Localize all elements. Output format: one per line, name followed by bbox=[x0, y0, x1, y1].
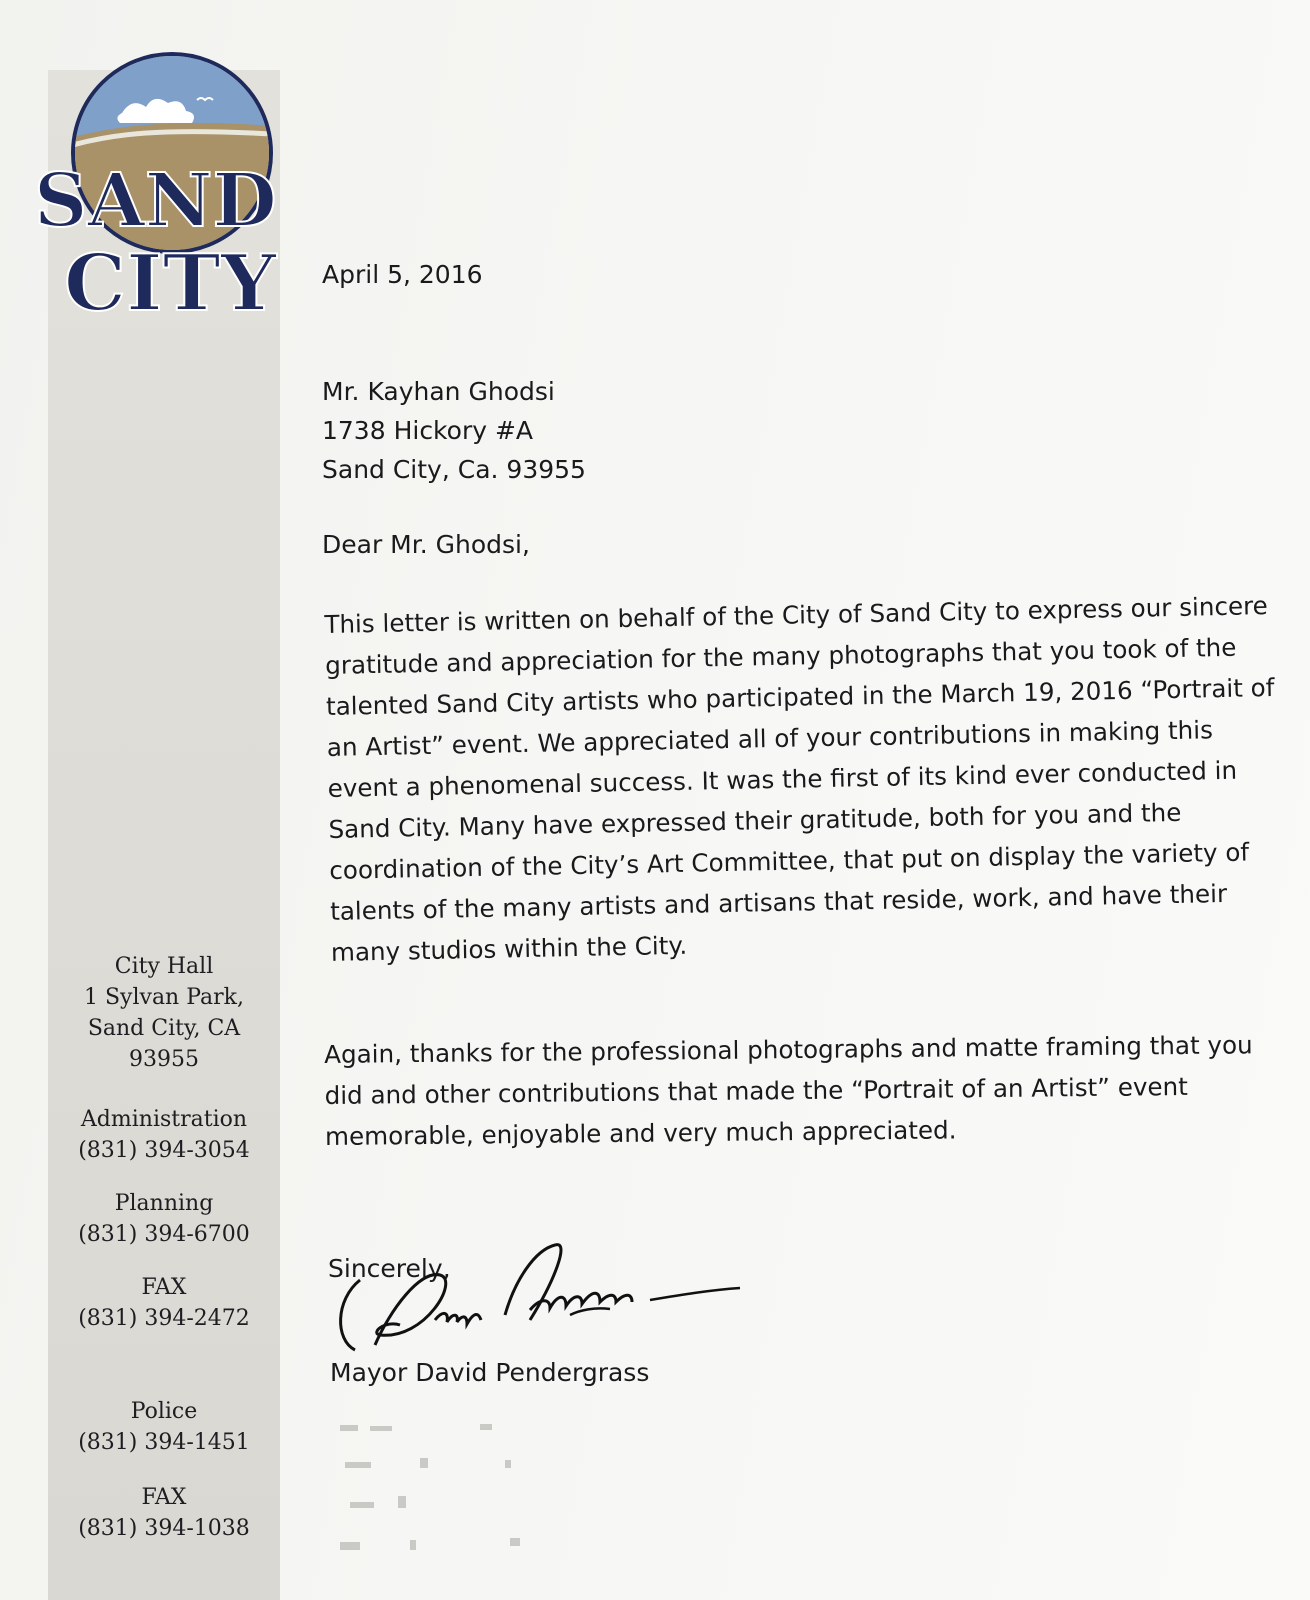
recipient-city: Sand City, Ca. 93955 bbox=[322, 455, 586, 484]
signer-name: Mayor David Pendergrass bbox=[330, 1358, 650, 1387]
contact-fax bbox=[48, 1272, 280, 1334]
city-hall-label: City Hall bbox=[114, 954, 214, 979]
sand-city-logo bbox=[22, 48, 292, 348]
logo-word-city: CITY bbox=[64, 238, 277, 329]
city-hall-city: Sand City, CA bbox=[87, 1016, 241, 1041]
contact-label: Administration bbox=[80, 1107, 248, 1132]
recipient-address bbox=[322, 372, 586, 489]
contact-label: FAX bbox=[141, 1485, 187, 1510]
city-hall-zip: 93955 bbox=[129, 1047, 199, 1072]
contact-phone: (831) 394-1038 bbox=[78, 1516, 250, 1541]
contact-police bbox=[48, 1396, 280, 1458]
handwritten-signature bbox=[330, 1240, 760, 1370]
contact-label: FAX bbox=[141, 1275, 187, 1300]
logo-word-sand: SAND bbox=[34, 158, 277, 244]
recipient-street: 1738 Hickory #A bbox=[322, 416, 534, 445]
contact-police-fax bbox=[48, 1482, 280, 1544]
recipient-name: Mr. Kayhan Ghodsi bbox=[322, 377, 555, 406]
city-hall-address bbox=[48, 951, 280, 1075]
contact-label: Planning bbox=[114, 1191, 214, 1216]
letter-date: April 5, 2016 bbox=[322, 260, 483, 289]
faded-bleedthrough-marks bbox=[330, 1420, 590, 1590]
contact-phone: (831) 394-3054 bbox=[78, 1138, 250, 1163]
closing: Sincerely, bbox=[328, 1254, 451, 1283]
contact-phone: (831) 394-2472 bbox=[78, 1306, 250, 1331]
salutation: Dear Mr. Ghodsi, bbox=[322, 530, 530, 559]
body-paragraph-1: This letter is written on behalf of the City of Sand City to express our sincere gratitude and appreciation for the many photographs that you took of the talented Sand City artists who participated in the March 19, 2016 “Portrait of an Artist” event. We appreciated all of your contributions in making this event a phenomenal success. It was the first of its kind ever conducted in Sand City. Many have expressed their gratitude, both for you and the coordination of the City’s Art Committee, that put on display the variety of talents of the many artists and artisans that reside, work, and have their many studios within the City. bbox=[324, 591, 1275, 967]
contact-phone: (831) 394-1451 bbox=[78, 1430, 250, 1455]
contact-planning bbox=[48, 1188, 280, 1250]
contact-administration bbox=[48, 1104, 280, 1166]
contact-phone: (831) 394-6700 bbox=[78, 1222, 250, 1247]
contact-label: Police bbox=[130, 1399, 198, 1424]
body-paragraph-2: Again, thanks for the professional photographs and matte framing that you did and other contributions that made the “Portrait of an Artist” event memorable, enjoyable and very much appreciated. bbox=[324, 1030, 1253, 1151]
city-hall-street: 1 Sylvan Park, bbox=[83, 985, 244, 1010]
